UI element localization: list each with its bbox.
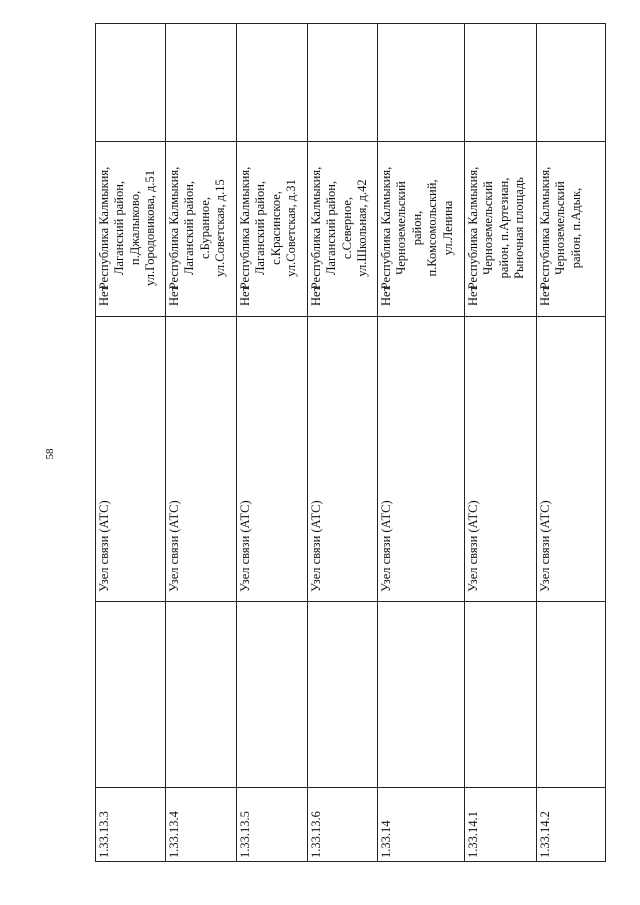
status-line: Нет: [379, 285, 393, 306]
table-rule-horizontal: [95, 316, 606, 317]
address-line: Черноземельский: [481, 181, 496, 275]
table-rule-horizontal: [95, 601, 606, 602]
table-rule-horizontal: [95, 23, 606, 24]
address-cell: [238, 142, 300, 314]
address-line: Лаганский район,: [324, 180, 339, 276]
code-line: 1.33.13.5: [238, 811, 252, 858]
page-number: 58: [44, 448, 56, 460]
table-rule-vertical: [464, 23, 465, 862]
object-line: Узел связи (АТС): [379, 500, 393, 592]
object-cell: [238, 319, 253, 592]
document-table: [95, 23, 606, 862]
table-rule-vertical: [307, 23, 308, 862]
object-cell: [97, 319, 112, 592]
address-line: район, п.Адык,: [568, 187, 583, 269]
code-cell: [238, 789, 253, 858]
address-line: Черноземельский: [394, 181, 409, 275]
code-cell: [309, 789, 324, 858]
object-line: Узел связи (АТС): [466, 500, 480, 592]
table-rule-horizontal: [95, 787, 606, 788]
code-cell: [538, 789, 553, 858]
object-cell: [466, 319, 481, 592]
address-cell: [379, 142, 456, 314]
address-line: Рыночная площадь: [512, 177, 527, 279]
address-line: ул.Городовикова, д.51: [143, 170, 158, 286]
table-rule-vertical: [95, 23, 96, 862]
address-line: район,: [409, 210, 424, 246]
code-line: 1.33.14: [379, 820, 393, 858]
object-cell: [309, 319, 324, 592]
code-line: 1.33.13.4: [167, 811, 181, 858]
object-line: Узел связи (АТС): [167, 500, 181, 592]
status-line: Нет: [466, 285, 480, 306]
table-rule-vertical: [165, 23, 166, 862]
address-line: Республика Калмыкия,: [97, 166, 111, 290]
address-cell: [97, 142, 159, 314]
address-line: с.Красинское,: [268, 191, 283, 265]
code-cell: [97, 789, 112, 858]
table-rule-vertical: [236, 23, 237, 862]
address-cell: [538, 142, 584, 314]
code-cell: [167, 789, 182, 858]
address-line: Лаганский район,: [253, 180, 268, 276]
address-line: ул.Ленина: [440, 200, 455, 256]
address-line: Республика Калмыкия,: [238, 166, 252, 290]
code-line: 1.33.13.3: [97, 811, 111, 858]
address-cell: [466, 142, 528, 314]
code-line: 1.33.14.1: [466, 811, 480, 858]
code-cell: [379, 789, 394, 858]
table-rule-horizontal: [95, 861, 606, 862]
table-rule-vertical: [605, 23, 606, 862]
address-line: с.Северное,: [339, 196, 354, 260]
object-cell: [379, 319, 394, 592]
address-line: Республика Калмыкия,: [466, 166, 480, 290]
address-line: ул.Советская, д.15: [213, 179, 228, 277]
table-rule-vertical: [377, 23, 378, 862]
status-line: Нет: [538, 285, 552, 306]
address-line: ул.Школьная, д.42: [355, 179, 370, 277]
address-line: с.Буранное,: [197, 196, 212, 260]
code-line: 1.33.13.6: [309, 811, 323, 858]
status-line: Нет: [97, 285, 111, 306]
object-line: Узел связи (АТС): [538, 500, 552, 592]
code-cell: [466, 789, 481, 858]
status-line: Нет: [309, 285, 323, 306]
address-line: п.Комсомольский,: [425, 179, 440, 277]
address-line: Черноземельский: [553, 181, 568, 275]
address-line: Республика Калмыкия,: [167, 166, 181, 290]
address-line: Лаганский район,: [182, 180, 197, 276]
table-rule-vertical: [536, 23, 537, 862]
object-line: Узел связи (АТС): [309, 500, 323, 592]
object-cell: [167, 319, 182, 592]
address-line: Республика Калмыкия,: [309, 166, 323, 290]
code-line: 1.33.14.2: [538, 811, 552, 858]
address-line: п.Джалыково,: [127, 190, 142, 266]
address-line: район, п.Артезиан,: [496, 177, 511, 279]
address-line: Республика Калмыкия,: [538, 166, 552, 290]
object-line: Узел связи (АТС): [97, 500, 111, 592]
address-cell: [309, 142, 371, 314]
address-line: Лаганский район,: [112, 180, 127, 276]
object-line: Узел связи (АТС): [238, 500, 252, 592]
status-line: Нет: [167, 285, 181, 306]
address-line: ул.Советская, д.31: [284, 179, 299, 277]
status-line: Нет: [238, 285, 252, 306]
object-cell: [538, 319, 553, 592]
address-cell: [167, 142, 229, 314]
address-line: Республика Калмыкия,: [379, 166, 393, 290]
